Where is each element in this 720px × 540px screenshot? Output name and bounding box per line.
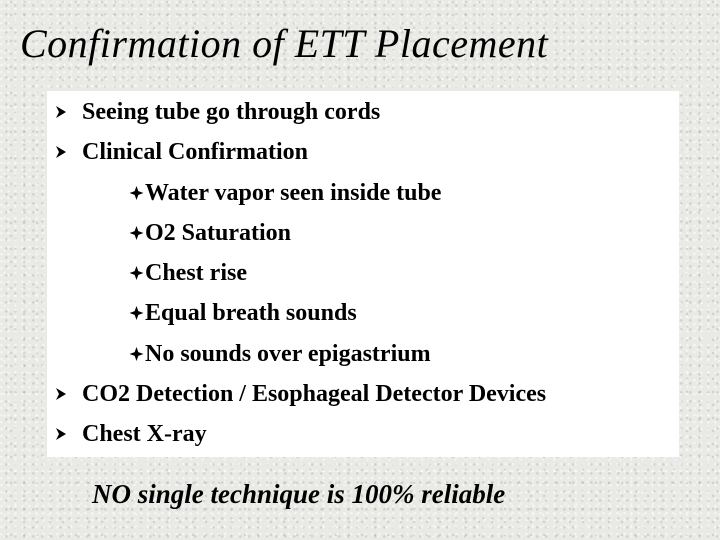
sub-bullet-text: Water vapor seen inside tube (145, 179, 442, 206)
bullet-item (47, 379, 679, 419)
sub-bullet-text: No sounds over epigastrium (145, 340, 431, 367)
diamond-bullet-icon (129, 265, 144, 281)
bullet-text: CO2 Detection / Esophageal Detector Devices (82, 381, 547, 408)
diamond-bullet-icon (129, 305, 144, 321)
bullet-list (47, 97, 679, 460)
diamond-bullet-icon (129, 346, 144, 362)
sub-bullet-text: Equal breath sounds (145, 300, 357, 327)
footer-note: NO single technique is 100% reliable (92, 479, 506, 509)
bullet-item (47, 419, 679, 459)
arrowhead-bullet-icon (55, 137, 67, 167)
sub-bullet-item (47, 178, 679, 218)
bullet-text: Seeing tube go through cords (82, 99, 381, 125)
arrowhead-bullet-icon (55, 97, 67, 127)
arrowhead-bullet-icon (55, 419, 67, 449)
sub-bullet-item (47, 258, 679, 298)
sub-bullet-item (47, 218, 679, 258)
bullet-text: Clinical Confirmation (82, 139, 308, 166)
slide-title: Confirmation of ETT Placement (20, 21, 549, 66)
diamond-bullet-icon (129, 225, 144, 241)
arrowhead-bullet-icon (55, 379, 67, 409)
content-box (47, 91, 679, 457)
sub-bullet-item (47, 339, 679, 379)
sub-bullet-item (47, 298, 679, 338)
bullet-text: Chest X-ray (82, 421, 207, 448)
sub-bullet-text: Chest rise (145, 260, 247, 287)
diamond-bullet-icon (129, 185, 144, 201)
bullet-item (47, 137, 679, 177)
bullet-item (47, 97, 679, 137)
sub-bullet-text: O2 Saturation (145, 219, 292, 246)
